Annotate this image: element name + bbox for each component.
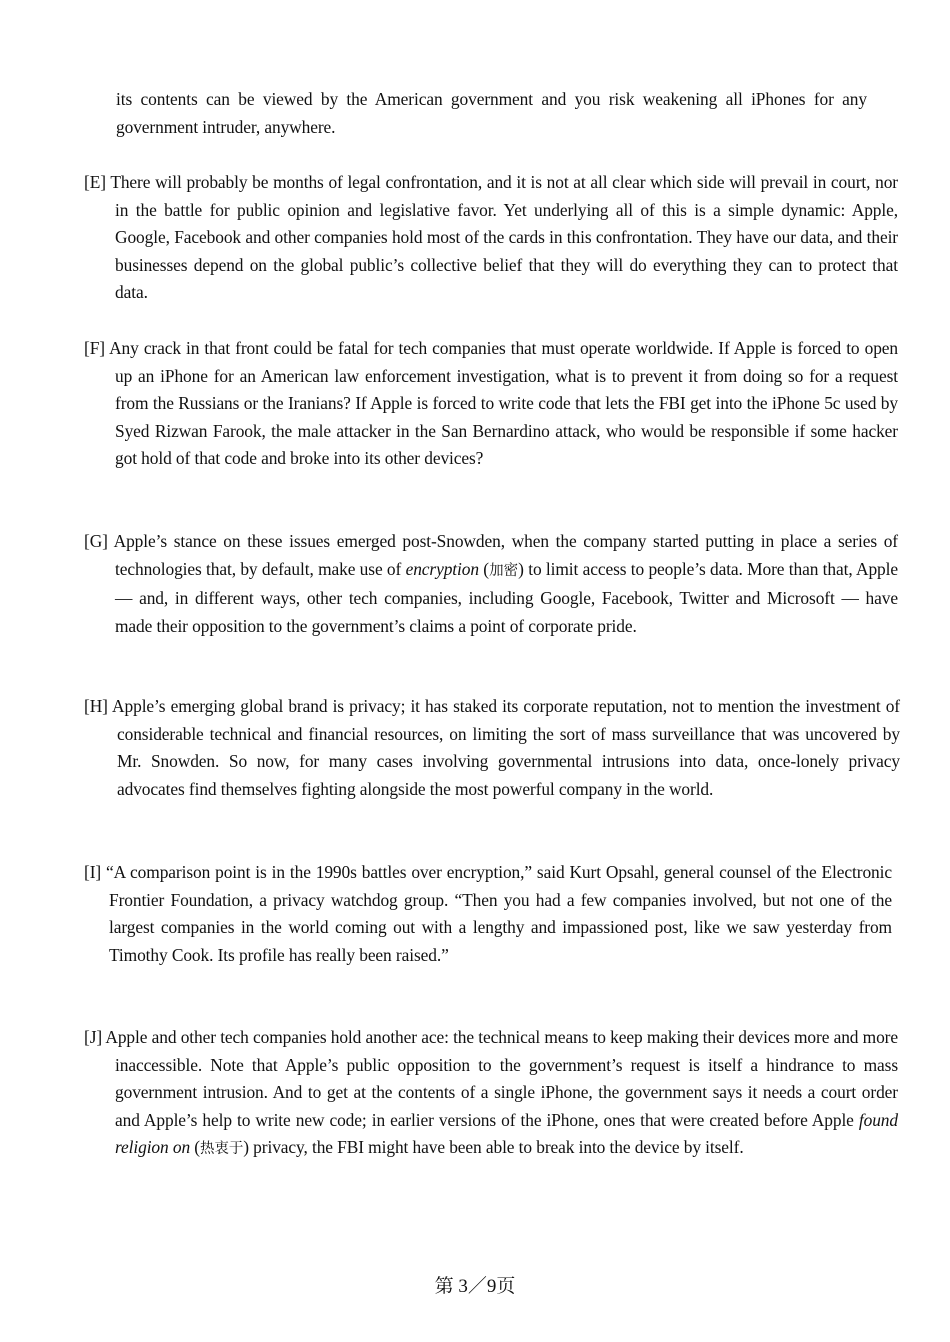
paragraph-e <box>84 169 898 307</box>
italic-term: found religion on <box>115 1109 898 1158</box>
paragraph-label: [E] <box>84 172 106 192</box>
paragraph-h <box>84 693 900 803</box>
gloss-close: ) <box>518 558 524 579</box>
paragraph-text-before: Apple and other tech companies hold another ace: the technical means to keep making their devices more and more inaccessible. Note that Apple’s public opposition to the government’s request is itself a hindrance to mass government intrusion. And to get at the contents of a single iPhone, the government says it needs a court order and Apple’s help to write new code; in earlier versions of the iPhone, ones that were created before Apple <box>105 1027 898 1130</box>
paragraph-label: [I] <box>84 862 102 882</box>
gloss-open: ( <box>478 558 490 579</box>
paragraph-text: its contents can be viewed by the American government and you risk weakening all iPhones for any government intruder, anywhere. <box>116 89 867 137</box>
gloss-open: ( <box>190 1137 201 1158</box>
paragraph-text-before: Apple’s stance on these issues emerged post-Snowden, when the company started putting in place a series of technologies that, by default, make use of <box>113 531 898 579</box>
italic-term: encryption <box>405 558 479 579</box>
paragraph-g <box>84 528 898 640</box>
current-page-number: 3 <box>458 1276 468 1297</box>
chinese-gloss: 加密 <box>489 562 519 579</box>
paragraph-f <box>84 335 898 473</box>
paragraph-text: Any crack in that front could be fatal for tech companies that must operate worldwide. If Apple is forced to open up an iPhone for an American law enforcement investigation, what is to prevent it from doing so for a request from the Russians or the Iranians? If Apple is forced to write code that lets the FBI get into the iPhone 5c used by Syed Rizwan Farook, the male attacker in the San Bernardino attack, who would be responsible if some hacker got hold of that code and broke into its other devices? <box>109 338 899 469</box>
paragraph-text-after: privacy, the FBI might have been able to break into the device by itself. <box>248 1137 744 1158</box>
paragraph-text: Apple’s emerging global brand is privacy; it has staked its corporate reputation, not to mention the investment of considerable technical and financial resources, on limiting the sort of mass surveillance that was uncovered by Mr. Snowden. So now, for many cases involving governmental intrusions into data, once-lonely privacy advocates find themselves fighting alongside the most powerful company in the world. <box>112 696 900 799</box>
paragraph-label: [J] <box>84 1027 103 1047</box>
paragraph-label: [H] <box>84 696 108 716</box>
paragraph-label: [G] <box>84 531 108 551</box>
paragraph-text: “A comparison point is in the 1990s battles over encryption,” said Kurt Opsahl, general counsel of the Electronic Frontier Foundation, a privacy watchdog group. “Then you had a few companies involved, but not one of the largest companies in the world coming out with a lengthy and impassioned post, like we saw yesterday from Timothy Cook. Its profile has really been raised.” <box>106 862 892 965</box>
paragraph-text: There will probably be months of legal confrontation, and it is not at all clear which side will prevail in court, nor in the battle for public opinion and legislative favor. Yet underlying all of this is a simple dynamic: Apple, Google, Facebook and other companies hold most of the cards in this confrontation. They have our data, and their businesses depend on the global public’s collective belief that they will do everything they can to protect that data. <box>110 172 898 303</box>
page-suffix: 页 <box>496 1276 516 1297</box>
page-number-footer <box>0 1274 950 1300</box>
paragraph-text-after: to limit access to people’s data. More than that, Apple — and, in different ways, other tech companies, including Google, Facebook, Twitter and Microsoft — have made their opposition to the government’s claims a point of corporate pride. <box>115 558 898 636</box>
paragraph-j <box>84 1024 898 1164</box>
page-separator: ／ <box>467 1276 487 1297</box>
chinese-gloss: 热衷于 <box>200 1141 244 1158</box>
page-prefix: 第 <box>434 1276 459 1297</box>
total-page-count: 9 <box>486 1276 497 1297</box>
gloss-close: ) <box>243 1137 249 1158</box>
paragraph-i <box>84 859 892 969</box>
paragraph-d-continuation <box>116 86 867 141</box>
paragraph-label: [F] <box>84 338 105 358</box>
